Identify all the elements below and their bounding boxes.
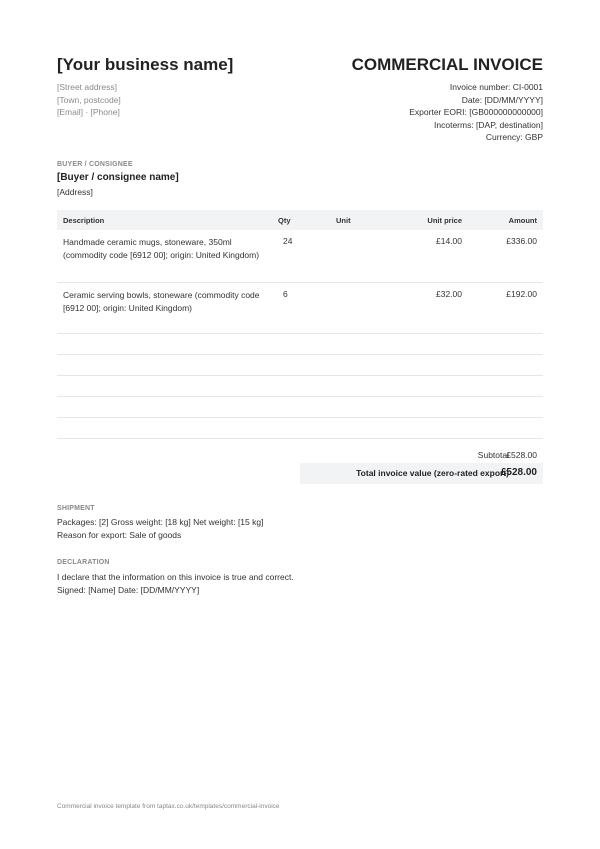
empty-table-row: [57, 397, 543, 418]
empty-table-row: [57, 376, 543, 397]
incoterms: Incoterms: [DAP, destination]: [434, 119, 543, 130]
declaration-text: [57, 571, 294, 596]
business-address-block: [57, 81, 121, 119]
header-qty: Qty: [278, 216, 291, 225]
declaration-label: DECLARATION: [57, 559, 110, 566]
row-unit-price: £32.00: [436, 289, 462, 299]
total-label: Total invoice value (zero-rated export): [356, 468, 509, 478]
header-unit-price: Unit price: [427, 216, 462, 225]
footer-note: Commercial invoice template from taptax.co.uk/templates/commercial-invoice: [57, 803, 280, 810]
table-row: [57, 283, 543, 334]
row-amount: £336.00: [506, 236, 537, 246]
header-amount: Amount: [508, 216, 537, 225]
business-town: [Town, postcode]: [57, 94, 121, 105]
empty-table-row: [57, 418, 543, 439]
table-row: [57, 230, 543, 283]
currency: Currency: GBP: [485, 132, 543, 142]
shipment-packages: Packages: [2] Gross weight: [18 kg] Net weight: [15 kg]: [57, 517, 264, 527]
row-unit-price: £14.00: [436, 236, 462, 246]
empty-table-row: [57, 334, 543, 355]
business-street: [Street address]: [57, 82, 118, 92]
buyer-address: [Address]: [57, 187, 93, 197]
row-description: Ceramic serving bowls, stoneware (commodity code [6912 00]; origin: United Kingdom): [63, 290, 260, 313]
line-items-table: [57, 210, 543, 439]
header-description: Description: [63, 216, 105, 225]
invoice-date: Date: [DD/MM/YYYY]: [461, 94, 543, 105]
exporter-eori: Exporter EORI: [GB000000000000]: [409, 107, 543, 117]
row-qty: 24: [283, 236, 293, 246]
declaration-statement: I declare that the information on this invoice is true and correct.: [57, 572, 294, 582]
empty-table-row: [57, 355, 543, 376]
row-qty: 6: [283, 289, 288, 299]
total-value: £528.00: [500, 467, 537, 478]
row-description: Handmade ceramic mugs, stoneware, 350ml (commodity code [6912 00]; origin: United Kingdom): [63, 237, 260, 260]
subtotal-label: Subtotal: [477, 450, 509, 460]
document-title: COMMERCIAL INVOICE: [351, 55, 543, 74]
row-amount: £192.00: [506, 289, 537, 299]
business-contact: [Email] · [Phone]: [57, 107, 120, 117]
buyer-label: BUYER / CONSIGNEE: [57, 161, 133, 168]
header-unit: Unit: [336, 216, 351, 225]
shipment-details: [57, 516, 263, 541]
table-header: [57, 210, 543, 230]
invoice-meta-block: [409, 81, 543, 144]
shipment-reason: Reason for export: Sale of goods: [57, 529, 182, 540]
shipment-label: SHIPMENT: [57, 505, 95, 512]
declaration-signature: Signed: [Name] Date: [DD/MM/YYYY]: [57, 584, 200, 595]
subtotal-value: £528.00: [506, 450, 537, 460]
buyer-name: [Buyer / consignee name]: [57, 172, 179, 183]
invoice-number: Invoice number: CI-0001: [449, 82, 543, 92]
business-name: [Your business name]: [57, 55, 234, 74]
